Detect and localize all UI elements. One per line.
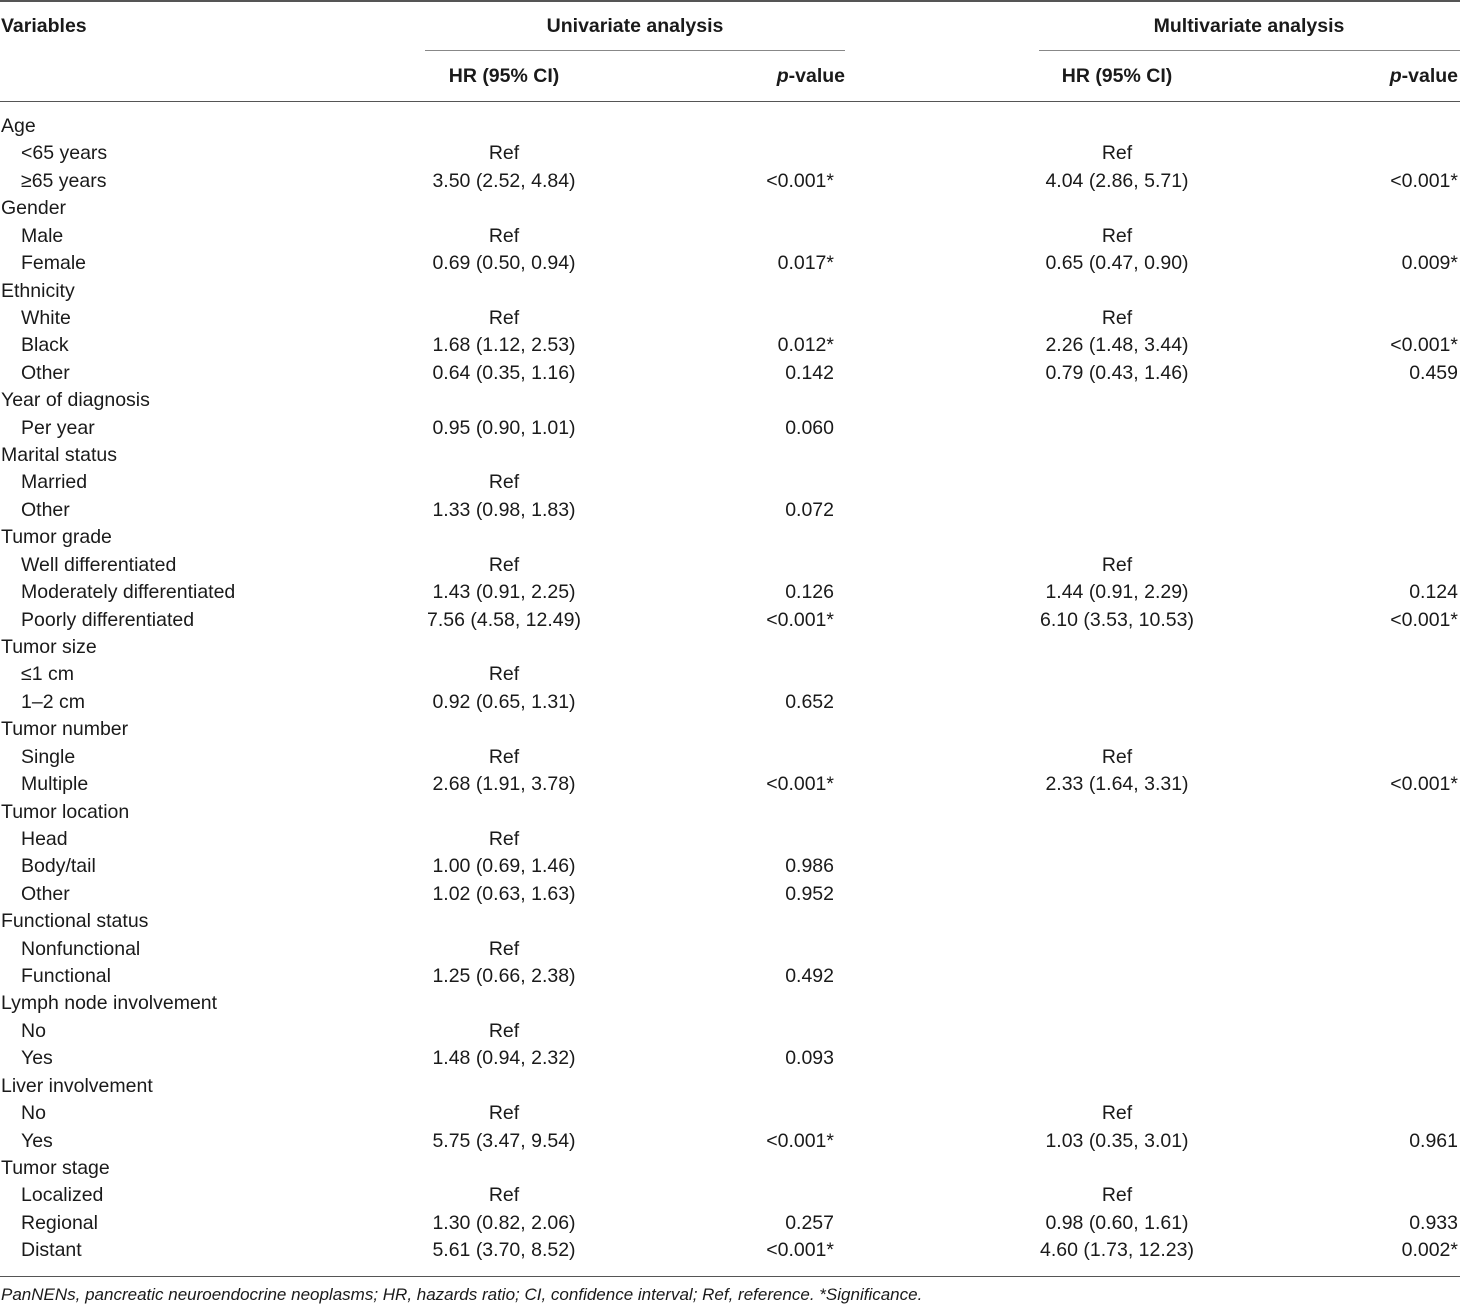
variable-label: Yes — [21, 1047, 53, 1070]
table-group-row — [0, 195, 1460, 222]
group-label: Age — [1, 115, 36, 137]
multivariate-hr-cell: Ref — [1101, 306, 1133, 329]
group-label: Tumor grade — [1, 526, 112, 549]
variable-label: Localized — [21, 1184, 104, 1207]
table-row — [0, 552, 1460, 579]
univariate-p-cell: 0.017* — [777, 252, 834, 275]
univariate-hr-cell: Ref — [488, 306, 520, 329]
variable-label: Head — [21, 827, 68, 850]
univariate-p-cell: <0.001* — [766, 1129, 834, 1152]
univariate-p-cell: 0.257 — [785, 1211, 834, 1234]
table-row — [0, 826, 1460, 853]
table-group-row — [0, 799, 1460, 826]
variable-label: Per year — [21, 416, 95, 439]
table-row — [0, 250, 1460, 277]
multivariate-group-rule — [1039, 50, 1460, 51]
table-row — [0, 1100, 1460, 1127]
table-footnote: PanNENs, pancreatic neuroendocrine neoplasms; HR, hazards ratio; CI, confidence interval; Ref, reference. *Significance. — [1, 1285, 923, 1304]
table-group-row — [0, 1155, 1460, 1182]
p-suffix: -value — [1401, 65, 1458, 87]
multivariate-hr-cell: 0.98 (0.60, 1.61) — [1045, 1211, 1189, 1234]
multivariate-p-cell: <0.001* — [1390, 773, 1458, 796]
variable-label: Black — [21, 334, 69, 357]
table-row — [0, 1128, 1460, 1155]
group-label: Tumor size — [1, 635, 97, 658]
univariate-p-cell: 0.060 — [785, 416, 834, 439]
univariate-hr-cell: 1.25 (0.66, 2.38) — [432, 965, 576, 988]
multivariate-p-cell: <0.001* — [1390, 608, 1458, 631]
variable-label: ≤1 cm — [21, 663, 74, 686]
multivariate-p-cell: <0.001* — [1390, 334, 1458, 357]
univariate-hr-cell: Ref — [488, 1102, 520, 1125]
variable-label: Regional — [21, 1211, 98, 1234]
univariate-hr-cell: Ref — [488, 471, 520, 494]
variable-label: Married — [21, 471, 88, 494]
table-row — [0, 415, 1460, 442]
univariate-p-cell: 0.093 — [785, 1047, 834, 1070]
multivariate-hr-cell: 6.10 (3.53, 10.53) — [1040, 608, 1194, 631]
multivariate-hr-cell: Ref — [1101, 553, 1133, 576]
univariate-hr-cell: 0.95 (0.90, 1.01) — [432, 416, 576, 439]
multivariate-p-cell: <0.001* — [1390, 169, 1458, 192]
variable-label: Other — [21, 882, 70, 905]
group-label: Tumor number — [1, 718, 129, 741]
multivariate-hr-cell: 0.79 (0.43, 1.46) — [1045, 361, 1189, 384]
group-label: Functional status — [1, 910, 149, 933]
variable-label: Multiple — [21, 773, 89, 796]
univariate-hr-cell: Ref — [488, 224, 520, 247]
table-row — [0, 853, 1460, 880]
variable-label: Nonfunctional — [21, 937, 141, 960]
univariate-p-cell: <0.001* — [766, 608, 834, 631]
univariate-hr-cell: Ref — [488, 142, 520, 165]
table-row — [0, 689, 1460, 716]
univariate-hr-cell: 2.68 (1.91, 3.78) — [432, 773, 576, 796]
univariate-hr-cell: Ref — [488, 745, 520, 768]
table-row — [0, 771, 1460, 798]
table-row — [0, 360, 1460, 387]
multivariate-hr-cell: Ref — [1101, 745, 1133, 768]
variable-label: Other — [21, 361, 70, 384]
variable-label: No — [21, 1102, 46, 1125]
table-group-row — [0, 387, 1460, 414]
multivariate-hr-cell: 4.60 (1.73, 12.23) — [1040, 1239, 1194, 1262]
group-label: Liver involvement — [1, 1074, 153, 1097]
univariate-hr-cell: 1.30 (0.82, 2.06) — [432, 1211, 576, 1234]
table-row — [0, 881, 1460, 908]
univariate-p-cell: 0.952 — [785, 882, 834, 905]
variable-label: 1–2 cm — [21, 690, 85, 713]
univariate-hr-cell: 1.00 (0.69, 1.46) — [432, 855, 576, 878]
table-row — [0, 332, 1460, 359]
univariate-hr-cell: 0.92 (0.65, 1.31) — [432, 690, 576, 713]
table-group-row — [0, 278, 1460, 305]
table-group-row — [0, 524, 1460, 551]
variable-label: Yes — [21, 1129, 53, 1152]
univariate-p-cell: 0.012* — [777, 334, 834, 357]
univariate-p-cell: 0.652 — [785, 690, 834, 713]
table-row — [0, 1237, 1460, 1264]
univariate-group-rule — [425, 50, 845, 51]
group-label: Tumor stage — [1, 1156, 110, 1179]
table-group-row — [0, 1073, 1460, 1100]
table-row — [0, 305, 1460, 332]
table-row — [0, 223, 1460, 250]
multivariate-p-cell: 0.124 — [1409, 581, 1458, 604]
variable-label: Functional — [21, 965, 111, 988]
multivariate-p-header — [1390, 64, 1458, 88]
table-group-row — [0, 990, 1460, 1017]
variable-label: Other — [21, 498, 70, 521]
group-label: Gender — [1, 197, 67, 220]
table-row — [0, 607, 1460, 634]
table-row — [0, 1210, 1460, 1237]
table-row — [0, 497, 1460, 524]
univariate-hr-cell: Ref — [488, 1184, 520, 1207]
table-group-row — [0, 716, 1460, 743]
univariate-hr-cell: Ref — [488, 827, 520, 850]
p-italic: p — [776, 65, 789, 87]
univariate-p-cell: 0.142 — [785, 361, 834, 384]
univariate-hr-cell: 1.43 (0.91, 2.25) — [432, 581, 576, 604]
variable-label: Single — [21, 745, 76, 768]
univariate-hr-cell: 1.33 (0.98, 1.83) — [432, 498, 576, 521]
univariate-hr-cell: Ref — [488, 1019, 520, 1042]
variable-label: Body/tail — [21, 855, 96, 878]
multivariate-hr-cell: 1.44 (0.91, 2.29) — [1045, 581, 1189, 604]
group-label: Ethnicity — [1, 279, 75, 302]
multivariate-p-cell: 0.459 — [1409, 361, 1458, 384]
univariate-p-cell: <0.001* — [766, 169, 834, 192]
multivariate-p-cell: 0.961 — [1409, 1129, 1458, 1152]
variable-label: Distant — [21, 1239, 82, 1262]
table-row — [0, 963, 1460, 990]
variable-label: White — [21, 306, 71, 329]
univariate-hr-cell: 3.50 (2.52, 4.84) — [432, 169, 576, 192]
table-row — [0, 744, 1460, 771]
univariate-hr-cell: Ref — [488, 663, 520, 686]
univariate-p-cell: 0.072 — [785, 498, 834, 521]
univariate-hr-header: HR (95% CI) — [448, 65, 560, 87]
multivariate-hr-cell: Ref — [1101, 1102, 1133, 1125]
variable-label: Moderately differentiated — [21, 581, 236, 604]
univariate-p-cell: 0.126 — [785, 581, 834, 604]
top-rule — [0, 0, 1460, 2]
variable-label: Female — [21, 252, 87, 275]
table-group-row — [0, 634, 1460, 661]
group-label: Lymph node involvement — [1, 992, 218, 1015]
univariate-hr-cell: 0.69 (0.50, 0.94) — [432, 252, 576, 275]
multivariate-p-cell: 0.933 — [1409, 1211, 1458, 1234]
table-group-row — [0, 113, 1460, 140]
table-row — [0, 579, 1460, 606]
table-row — [0, 661, 1460, 688]
univariate-header: Univariate analysis — [546, 15, 724, 37]
multivariate-p-cell: 0.002* — [1401, 1239, 1458, 1262]
univariate-hr-cell: 0.64 (0.35, 1.16) — [432, 361, 576, 384]
univariate-hr-cell: 5.61 (3.70, 8.52) — [432, 1239, 576, 1262]
multivariate-hr-cell: 1.03 (0.35, 3.01) — [1045, 1129, 1189, 1152]
table-bottom-rule — [0, 1276, 1460, 1277]
variable-label: <65 years — [21, 142, 108, 165]
variables-header: Variables — [1, 15, 87, 37]
univariate-p-cell: <0.001* — [766, 773, 834, 796]
multivariate-hr-cell: 2.33 (1.64, 3.31) — [1045, 773, 1189, 796]
multivariate-hr-cell: 4.04 (2.86, 5.71) — [1045, 169, 1189, 192]
table-row — [0, 168, 1460, 195]
table-row — [0, 936, 1460, 963]
header-bottom-rule — [0, 101, 1460, 102]
table-group-row — [0, 442, 1460, 469]
group-label: Tumor location — [1, 800, 130, 823]
group-label: Year of diagnosis — [1, 389, 150, 412]
multivariate-hr-header: HR (95% CI) — [1061, 65, 1173, 87]
multivariate-hr-cell: 2.26 (1.48, 3.44) — [1045, 334, 1189, 357]
table-row — [0, 1182, 1460, 1209]
variable-label: Well differentiated — [21, 553, 177, 576]
univariate-hr-cell: Ref — [488, 553, 520, 576]
table-row — [0, 1018, 1460, 1045]
multivariate-p-cell: 0.009* — [1401, 252, 1458, 275]
multivariate-hr-cell: 0.65 (0.47, 0.90) — [1045, 252, 1189, 275]
univariate-p-cell: 0.492 — [785, 965, 834, 988]
table-row — [0, 469, 1460, 496]
variable-label: No — [21, 1019, 46, 1042]
univariate-hr-cell: 1.68 (1.12, 2.53) — [432, 334, 576, 357]
group-label: Marital status — [1, 444, 117, 467]
multivariate-hr-cell: Ref — [1101, 142, 1133, 165]
univariate-p-header — [777, 64, 845, 88]
p-suffix: -value — [788, 65, 845, 87]
table-row — [0, 140, 1460, 167]
univariate-p-cell: <0.001* — [766, 1239, 834, 1262]
univariate-hr-cell: 1.48 (0.94, 2.32) — [432, 1047, 576, 1070]
multivariate-header: Multivariate analysis — [1153, 15, 1345, 37]
univariate-hr-cell: 7.56 (4.58, 12.49) — [427, 608, 581, 631]
univariate-hr-cell: Ref — [488, 937, 520, 960]
table-group-row — [0, 908, 1460, 935]
multivariate-hr-cell: Ref — [1101, 1184, 1133, 1207]
table-row — [0, 1045, 1460, 1072]
variable-label: Poorly differentiated — [21, 608, 195, 631]
univariate-hr-cell: 1.02 (0.63, 1.63) — [432, 882, 576, 905]
variable-label: Male — [21, 224, 64, 247]
p-italic: p — [1389, 65, 1402, 87]
univariate-p-cell: 0.986 — [785, 855, 834, 878]
multivariate-hr-cell: Ref — [1101, 224, 1133, 247]
univariate-hr-cell: 5.75 (3.47, 9.54) — [432, 1129, 576, 1152]
variable-label: ≥65 years — [21, 169, 107, 192]
